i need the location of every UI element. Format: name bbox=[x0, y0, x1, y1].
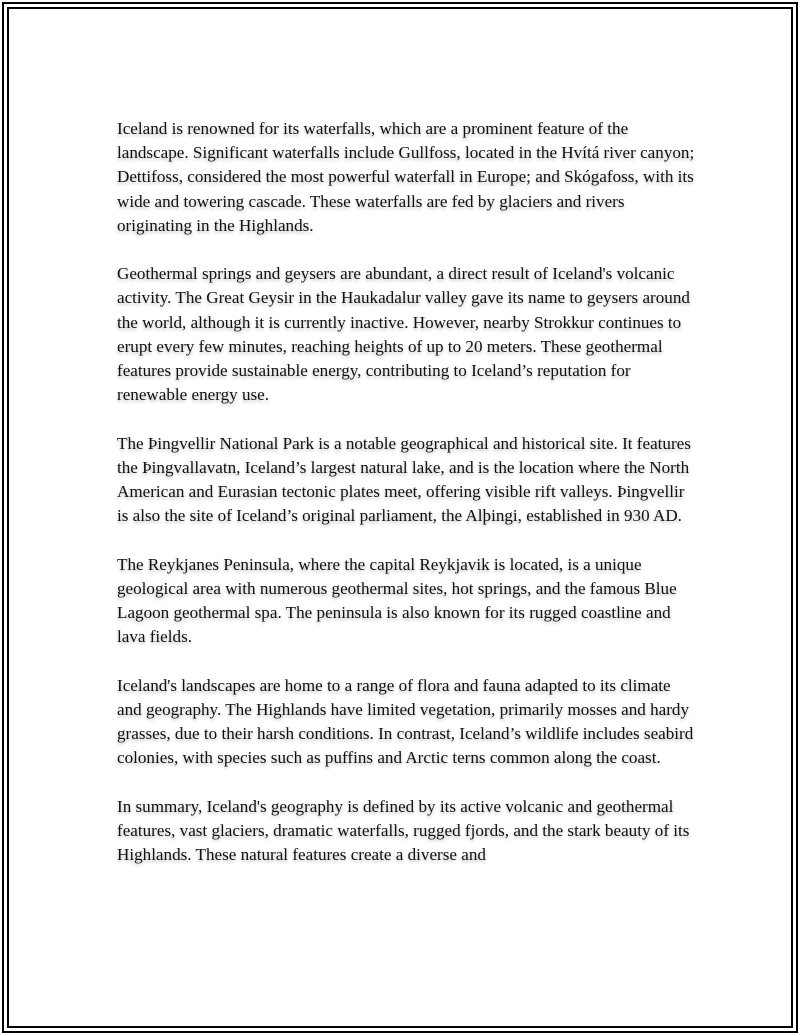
paragraph-waterfalls: Iceland is renowned for its waterfalls, which are a prominent feature of the landscape. Significant waterfalls include Gullfoss, located in the Hvítá river canyon; Dettifoss, considered the most powerful waterfall in Europe; and Skógafoss, with its wide and towering cascade. These waterfalls are fed by glaciers and rivers originating in the Highlands. bbox=[117, 119, 695, 235]
paragraph-summary: In summary, Iceland's geography is defined by its active volcanic and geothermal features, vast glaciers, dramatic waterfalls, rugged fjords, and the stark beauty of its Highlands. These natural features create a diverse and bbox=[117, 796, 690, 865]
document-body bbox=[117, 117, 697, 891]
paragraph-thingvellir: The Þingvellir National Park is a notable geographical and historical site. It features the Þingvallavatn, Iceland’s largest natural lake, and is the location where the North American and Eurasian tectonic plates meet, offering visible rift valleys. Þingvellir is also the site of Iceland’s original parliament, the Alþingi, established in 930 AD. bbox=[117, 433, 691, 526]
paragraph-geothermal-springs: Geothermal springs and geysers are abundant, a direct result of Iceland's volcanic activity. The Great Geysir in the Haukadalur valley gave its name to geysers around the world, although it is currently inactive. However, nearby Strokkur continues to erupt every few minutes, reaching heights of up to 20 meters. These geothermal features provide sustainable energy, contributing to Iceland’s reputation for renewable energy use. bbox=[117, 264, 690, 405]
paragraph-reykjanes: The Reykjanes Peninsula, where the capital Reykjavik is located, is a unique geological area with numerous geothermal sites, hot springs, and the famous Blue Lagoon geothermal spa. The peninsula is also known for its rugged coastline and lava fields. bbox=[117, 554, 677, 647]
paragraph-flora-fauna: Iceland's landscapes are home to a range of flora and fauna adapted to its climate and geography. The Highlands have limited vegetation, primarily mosses and hardy grasses, due to their harsh conditions. In contrast, Iceland’s wildlife includes seabird colonies, with species such as puffins and Arctic terns common along the coast. bbox=[117, 675, 694, 768]
